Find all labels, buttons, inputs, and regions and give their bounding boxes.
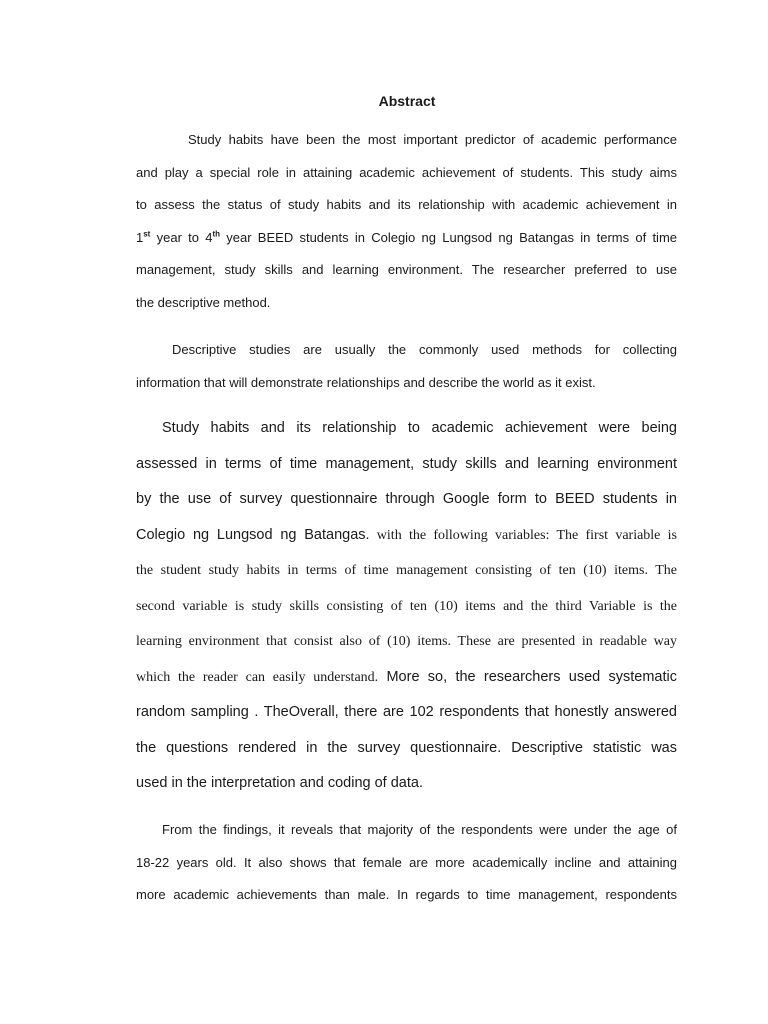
paragraph-3 <box>136 411 677 802</box>
abstract-title: Abstract <box>378 93 436 109</box>
paragraph-3-line-10: the questions rendered in the survey questionnaire. Descriptive statistic was <box>136 739 677 756</box>
ordinal-suffix-st: st <box>143 229 151 239</box>
line-4-sans-segment: Colegio ng Lungsod ng Batangas. <box>136 526 370 543</box>
paragraph-4 <box>136 814 677 912</box>
line-4-segment-c: year BEED students in Colegio ng Lungsod ng Batangas in terms of time <box>220 229 677 245</box>
paragraph-3-line-11: used in the interpretation and coding of data. <box>136 775 423 791</box>
paragraph-4-line-2: 18-22 years old. It also shows that female are more academically incline and attaining <box>136 854 677 870</box>
paragraph-3-line-3: by the use of survey questionnaire through Google form to BEED students in <box>136 491 677 507</box>
paragraph-2-line-1: Descriptive studies are usually the commonly used methods for collecting <box>172 342 677 357</box>
paragraph-4-line-3: more academic achievements than male. In regards to time management, respondents <box>136 887 677 902</box>
ordinal-first: 1 <box>136 229 144 245</box>
paragraph-3-line-4 <box>136 518 677 554</box>
line-8-serif-segment: which the reader can easily understand. <box>136 669 379 685</box>
ordinal-suffix-th: th <box>212 229 221 239</box>
paragraph-1-line-3: to assess the status of study habits and its relationship with academic achievement in <box>136 197 677 213</box>
line-8-sans-segment: More so, the researchers used systematic <box>378 668 678 685</box>
paragraph-2-line-2: information that will demonstrate relationships and describe the world as it exist. <box>136 375 596 390</box>
paragraph-2 <box>136 333 677 399</box>
line-4-serif-segment: with the following variables: The first variable is <box>369 527 678 543</box>
paragraph-3-line-9: random sampling . TheOverall, there are 102 respondents that honestly answered <box>136 704 677 720</box>
paragraph-3-line-2: assessed in terms of time management, study skills and learning environment <box>136 455 677 472</box>
paragraph-1-line-4 <box>136 222 677 255</box>
paragraph-1-line-1: Study habits have been the most important predictor of academic performance <box>188 132 677 147</box>
line-4-segment-b: year to 4 <box>150 229 213 245</box>
paragraph-4-line-1: From the findings, it reveals that majority of the respondents were under the age of <box>162 822 677 837</box>
paragraph-1-line-5: management, study skills and learning environment. The researcher preferred to use <box>136 262 677 278</box>
paragraph-3-line-1: Study habits and its relationship to academic achievement were being <box>162 420 677 436</box>
paragraph-3-line-6: second variable is study skills consisting of ten (10) items and the third Variable is the <box>136 598 677 614</box>
paragraph-1 <box>136 124 677 320</box>
paragraph-1-line-6: the descriptive method. <box>136 294 271 310</box>
paragraph-3-line-7: learning environment that consist also of (10) items. These are presented in readable way <box>136 634 677 649</box>
paragraph-3-line-5: the student study habits in terms of time management consisting of ten (10) items. The <box>136 563 677 578</box>
paragraph-3-line-8 <box>136 660 677 696</box>
paragraph-1-line-2: and play a special role in attaining academic achievement of students. This study aims <box>136 164 677 180</box>
